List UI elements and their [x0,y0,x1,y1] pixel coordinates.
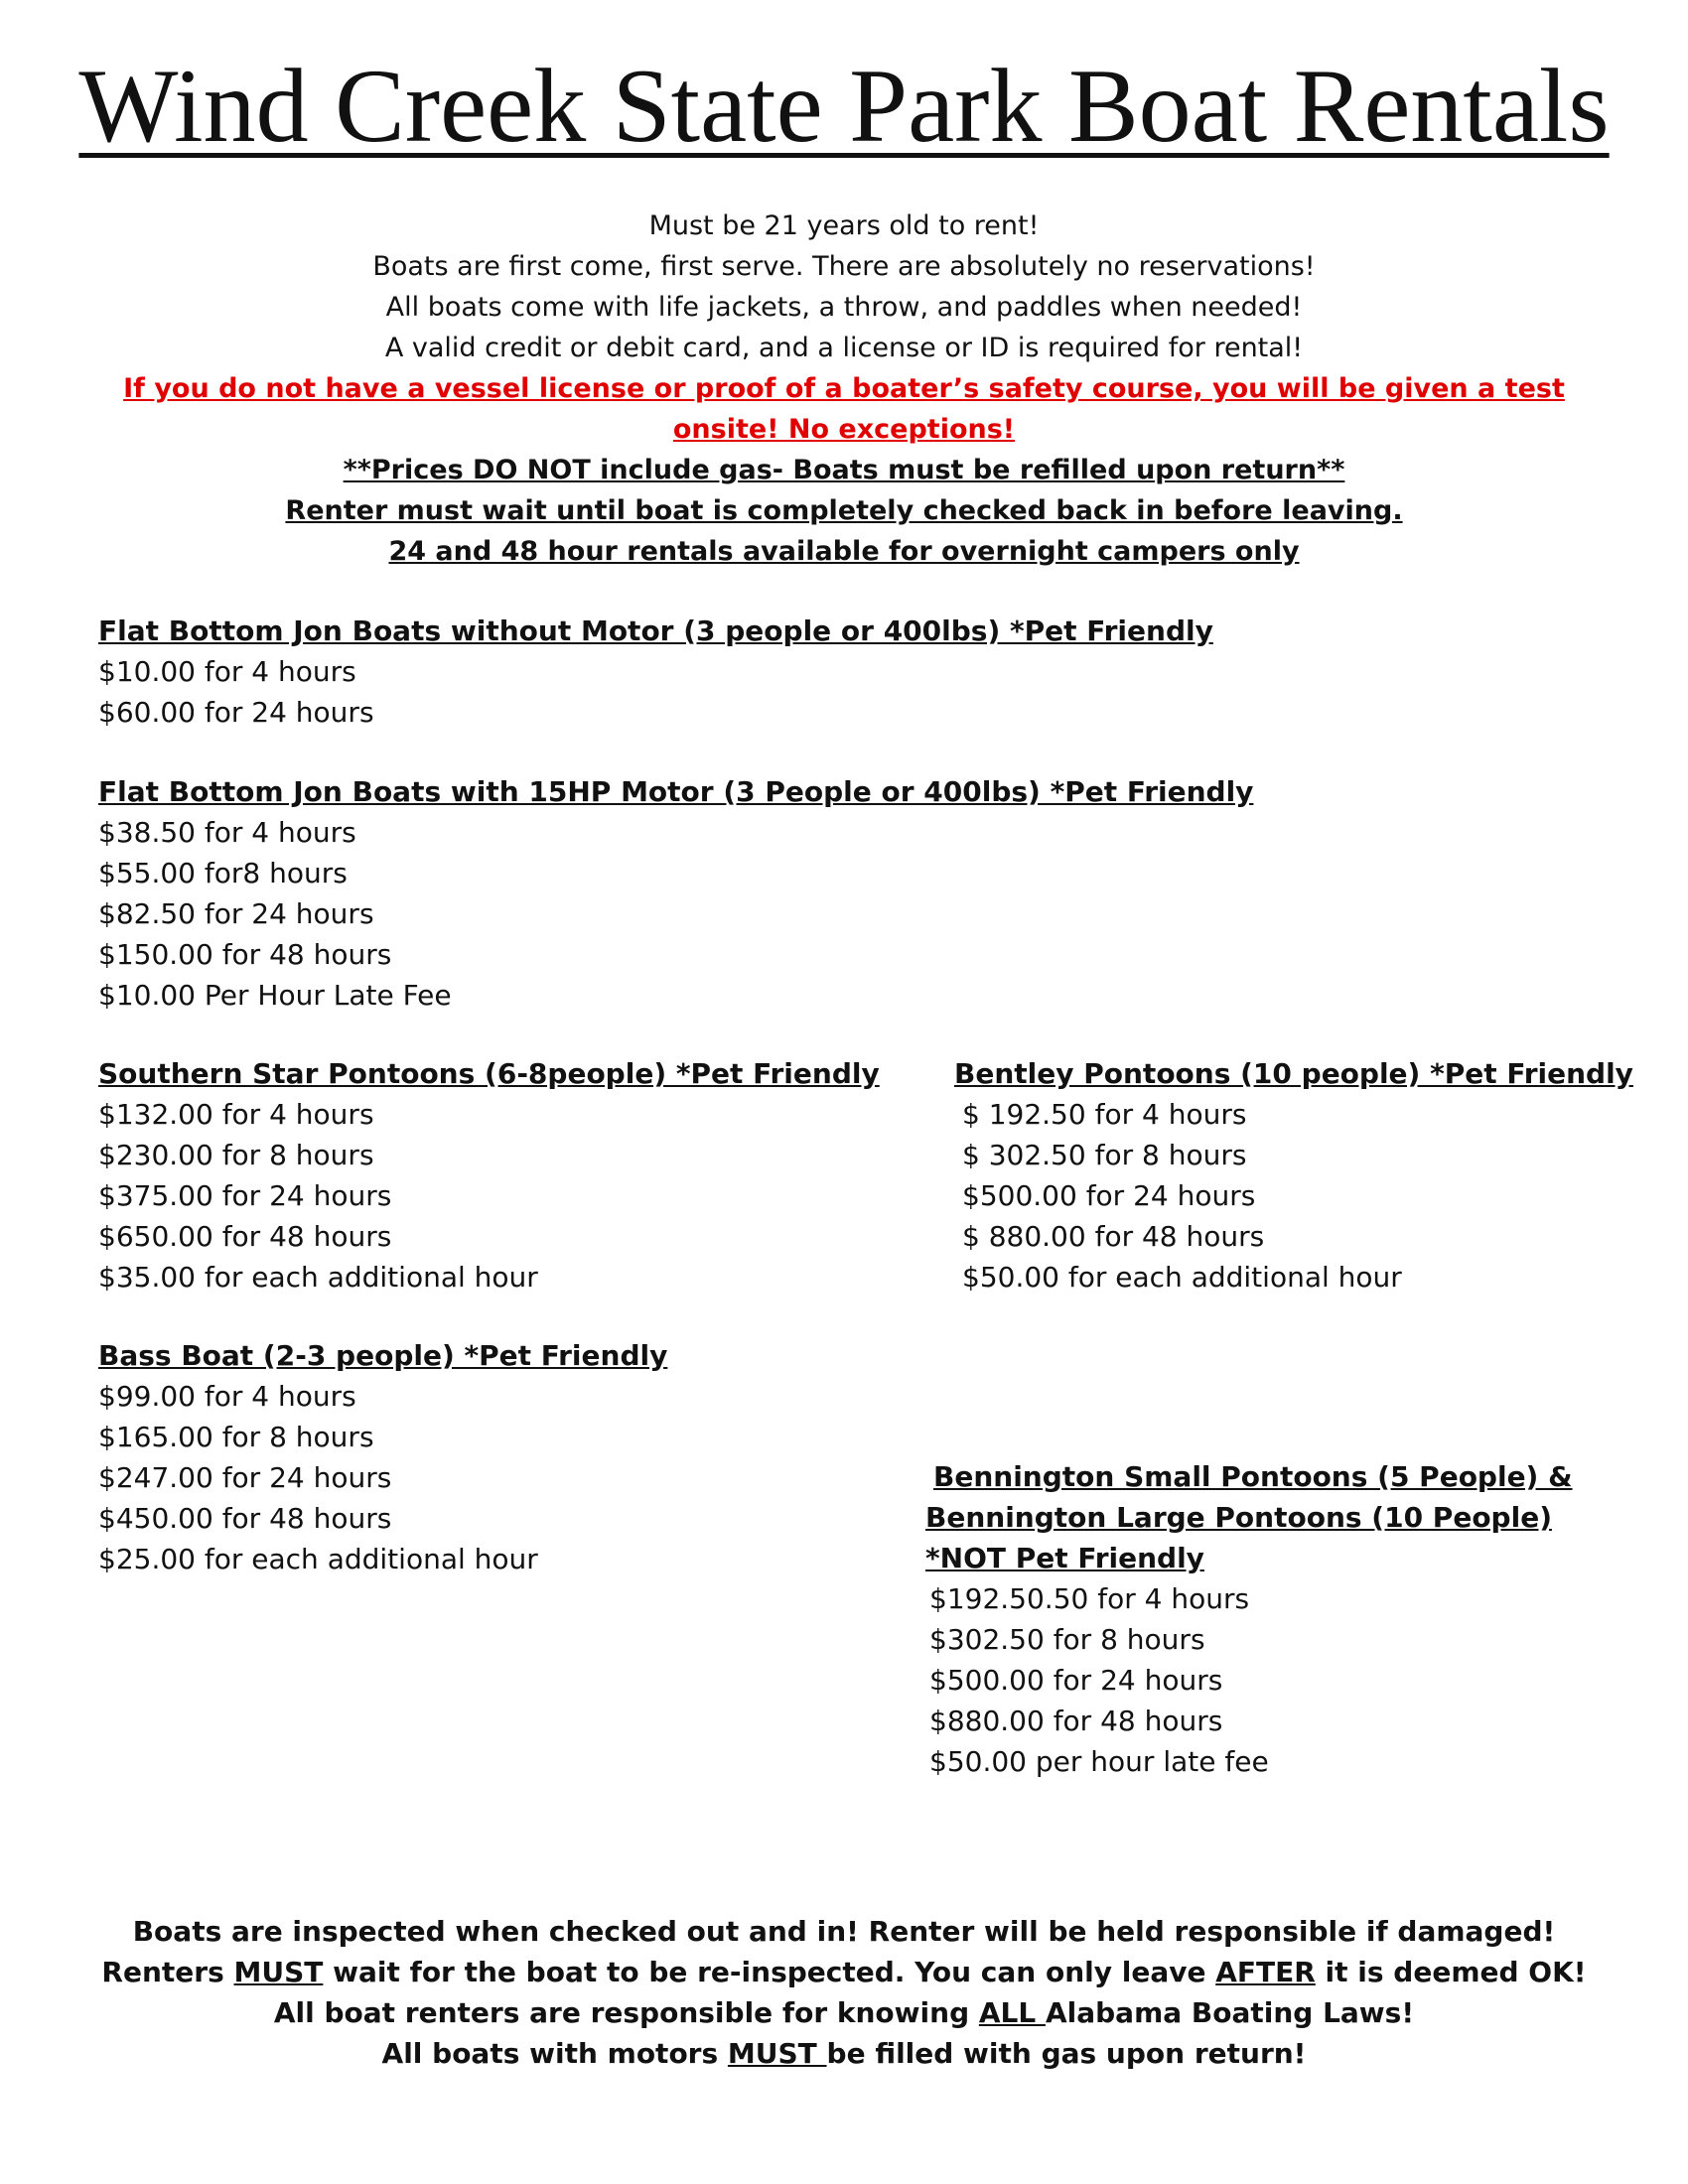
wait-note: Renter must wait until boat is completely checked back in before leaving. [285,495,1403,526]
price-line: $450.00 for 48 hours [98,1502,392,1535]
price-line: $247.00 for 24 hours [98,1461,392,1494]
price-line: $55.00 for8 hours [98,857,348,889]
section-southern-star [98,1053,880,1297]
overnight-note: 24 and 48 hour rentals available for overnight campers only [388,536,1300,567]
price-line: $60.00 for 24 hours [98,696,374,729]
footer-notes [99,1911,1589,2074]
price-line: $50.00 per hour late fee [929,1745,1269,1778]
section-heading: Southern Star Pontoons (6-8people) *Pet Friendly [98,1057,880,1090]
price-line: $50.00 for each additional hour [962,1261,1402,1294]
price-line: $375.00 for 24 hours [98,1179,392,1212]
price-line: $650.00 for 48 hours [98,1220,392,1253]
gas-return-note: All boats with motors MUST be filled with gas upon return! [381,2037,1307,2070]
section-heading: Bass Boat (2-3 people) *Pet Friendly [98,1339,668,1372]
price-line: $10.00 Per Hour Late Fee [98,979,452,1012]
first-come-note: Boats are first come, first serve. There are absolutely no reservations! [372,251,1316,282]
page-title: Wind Creek State Park Boat Rentals [78,48,1610,164]
price-line: $38.50 for 4 hours [98,816,356,849]
age-requirement: Must be 21 years old to rent! [648,210,1040,241]
price-line: $ 192.50 for 4 hours [962,1098,1247,1131]
price-line: $302.50 for 8 hours [929,1623,1205,1656]
section-jon-no-motor [98,611,1213,733]
boating-laws-note: All boat renters are responsible for knowing ALL Alabama Boating Laws! [273,1996,1415,2029]
license-warning: If you do not have a vessel license or proof of a boater’s safety course, you will be given a test onsite! No exceptions! [123,373,1565,445]
price-line: $35.00 for each additional hour [98,1261,538,1294]
price-line: $99.00 for 4 hours [98,1380,356,1413]
price-line: $150.00 for 48 hours [98,938,392,971]
intro-block [99,205,1589,572]
id-requirement: A valid credit or debit card, and a license or ID is required for rental! [384,333,1304,363]
reinspection-note: Renters MUST wait for the boat to be re-inspected. You can only leave AFTER it is deemed OK! [101,1956,1587,1988]
price-line: $165.00 for 8 hours [98,1421,374,1453]
price-line: $192.50.50 for 4 hours [929,1582,1250,1615]
section-heading: Bennington Small Pontoons (5 People) & [933,1460,1573,1493]
section-bennington [925,1456,1573,1782]
price-line: $880.00 for 48 hours [929,1705,1223,1737]
price-line: $230.00 for 8 hours [98,1139,374,1171]
section-jon-motor [98,771,1253,1016]
price-line: $132.00 for 4 hours [98,1098,374,1131]
section-bentley [954,1053,1633,1297]
section-heading: Flat Bottom Jon Boats without Motor (3 people or 400lbs) *Pet Friendly [98,614,1213,647]
equipment-note: All boats come with life jackets, a throw, and paddles when needed! [385,292,1303,323]
gas-note: **Prices DO NOT include gas- Boats must be refilled upon return** [343,455,1345,485]
section-heading: Flat Bottom Jon Boats with 15HP Motor (3 People or 400lbs) *Pet Friendly [98,775,1254,808]
price-line: $ 302.50 for 8 hours [962,1139,1247,1171]
section-heading: *NOT Pet Friendly [925,1542,1204,1574]
price-line: $ 880.00 for 48 hours [962,1220,1265,1253]
inspection-note: Boats are inspected when checked out and in! Renter will be held responsible if damaged! [132,1915,1556,1948]
price-line: $25.00 for each additional hour [98,1543,538,1575]
section-bass-boat [98,1335,667,1579]
price-line: $82.50 for 24 hours [98,897,374,930]
section-heading: Bennington Large Pontoons (10 People) [925,1501,1552,1534]
price-line: $500.00 for 24 hours [962,1179,1256,1212]
price-line: $10.00 for 4 hours [98,655,356,688]
price-line: $500.00 for 24 hours [929,1664,1223,1697]
section-heading: Bentley Pontoons (10 people) *Pet Friendly [954,1057,1633,1090]
